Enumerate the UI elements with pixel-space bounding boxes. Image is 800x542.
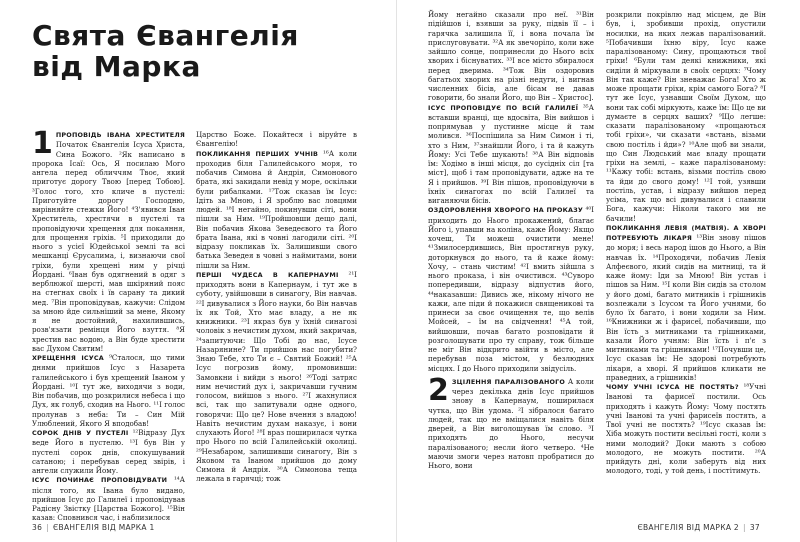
verse-text: ⁹Сталося, що тими днями прийшов Ісус з Назарета галилейського і був хрещений Іваном у Йордані. ¹⁰І тут же, виходячи з води, Він побачив, що розкрилися небеса і що Дух, як голуб, сходив на Нього. ¹¹І голос пролунав з неба: Ти – Син Мій Улюблений, Якого Я вподобав! [32, 353, 185, 428]
section-heading: ЗЦІЛЕННЯ ПАРАЛІЗОВАНОГО [451, 377, 566, 386]
right-column-2 [606, 10, 766, 505]
left-column-2 [196, 130, 357, 502]
verse-text: ³⁵А вставши вранці, ще вдосвіта, Він вийшов і попрямував у пустинне місце й там молився. ³⁶Поспішила за Ним Симон і ті, хто з Ним, ³⁷знайшли Його, і та й кажуть Йому: Усі Тебе шукають! ³⁸А Він відповів їм: Ходімо в інші місця, до сусідніх сіл [та міст], щоб і там проповідувати, адже на те Я і прийшов. ³⁹І Він пішов, проповідуючи в їхніх синагогах по всій Галилеї та виганяючи бісів. [428, 102, 594, 205]
verse-text: розкрили покрівлю над місцем, де Він був, і, зробивши прохід, опустили носилки, на яких лежав паралізований. ⁵Побачивши їхню віру, Ісус каже паралізованому: Сину, прощаються твої гріхи! ⁶Були там деякі книжники, які сиділи й міркували в своїх серцях: ⁷Чому Він так каже? Він зневажає Бога! Хто ж може прощати гріхи, крім самого Бога? ⁸І тут же Ісус, узнавши Своїм Духом, що вони так собі міркують, каже їм: Що це ви думаєте в серцях ваших? ⁹Що легше: сказати паралізованому «прощаються тобі гріхи», чи сказати «встань, візьми свою постіль і йди»? ¹⁰Але щоб ви знали, що Син Людський має владу прощати гріхи на землі, – каже паралізованому: ¹¹Кажу тобі: встань, візьми постіль свою та йди до свого дому! ¹²І той, узявши постіль, устав, і відразу вийшов перед усіма, так що всі дивувалися і славили Бога, кажучи: Ніколи такого ми не бачили! [606, 10, 766, 223]
title-line-2: від Марка [32, 50, 201, 83]
verse-text: ¹⁸Учні Іванові та фарисеї постили. Ось приходять і кажуть Йому: Чому постять учні Іванові та учні фарисеїв постять, а Твої учні не постять? ¹⁹Ісус сказав їм: Хіба можуть постити весільні гості, коли з ними молодий? Доки мають з собою молодого, не можуть постити. ²⁰А прийдуть дні, коли заберуть від них молодого, тоді, у той день, і постітимуть. [606, 382, 766, 476]
running-footer: ЄВАНГЕЛІЯ ВІД МАРКА 1 [52, 523, 155, 532]
page-footer-right: ЄВАНГЕЛІЯ ВІД МАРКА 2 | 37 [637, 523, 760, 532]
section-heading: ХРЕЩЕННЯ ІСУСА [32, 354, 104, 362]
title-line-1: Свята Євангелія [32, 19, 299, 52]
section-heading: ПОКЛИКАННЯ ЛЕВІЯ (МАТВІЯ). А ХВОРІ ПОТРЕБУЮТЬ ЛІКАРЯ [606, 223, 766, 242]
verse-text: ⁴⁰І приходить до Нього прокажений, благає Його і, упавши на коліна, каже Йому: Якщо хочеш, Ти можеш очистити мене! ⁴¹Змилосердившись, Він простягнув руку, доторкнувся до нього, та й каже йому: Хочу, – стань чистим! ⁴²І вмить зійшла з нього проказа, і він очистився. ⁴³Суворо попередивши, відразу відпустив його, ⁴⁴наказавши: Дивись же, нікому нічого не кажи, але піди й покажися священикові та принеси за своє очищення те, що велів Мойсей, – їм на свідчення! ⁴⁵А той, вийшовши, почав багато розповідати й розголошувати про ту справу, тож більше не міг Він відкрито ввійти в місто, але перебував поза містом, у безлюдних місцях. І до Нього приходили звідусіль. [428, 205, 595, 373]
section-heading: СОРОК ДНІВ У ПУСТЕЛІ [32, 429, 129, 437]
section-heading: ЧОМУ УЧНІ ІСУСА НЕ ПОСТЯТЬ? [606, 383, 739, 391]
verse-text: ²¹І приходять вони в Капернаум, і тут же в суботу, увійшовши в синагогу, Він навчав. ²²І дивувалися з Його науки, бо Він навчав їх як Той, Хто має владу, а не як книжники. ²³І якраз був у їхній синагозі чоловік з нечистим духом, який закричав, ²⁴запитуючи: Що Тобі до нас, Ісусе Назарянине? Ти прийшов нас погубити? Знаю Тебе, хто Ти є – Святий Божий! ²⁵А Ісус погрозив йому, промовивши: Замовкни і вийди з нього! ²⁶Тоді затряс ним нечистий дух і, закричавши гучним голосом, вийшов з нього. ²⁷І жахнулися всі, так що запитували одне одного, говорячи: Що це? Нове вчення з владою! Навіть нечистим духам наказує, і вони слухають Його! ²⁸І враз поширилася чутка про Нього по всій Галилейській околиці. ²⁹Незабаром, залишивши синагогу, Він з Яковом та Іваном прийшов до дому Симона й Андрія. ³⁰А Симонова теща лежала в гарячці; тож [196, 269, 357, 484]
verse-text: Царство Боже. Покайтеся і віруйте в Євангелію! [196, 130, 357, 149]
verse-text: ¹²Відразу Дух веде Його в пустелю. ¹³І був Він у пустелі сорок днів, спокушуваний сатаною; і перебував серед звірів, і ангели служили Йому. [32, 428, 185, 475]
section-heading: ПЕРШІ ЧУДЕСА В КАПЕРНАУМІ [196, 270, 339, 279]
running-footer: ЄВАНГЕЛІЯ ВІД МАРКА 2 [637, 523, 740, 532]
section-heading: ОЗДОРОВЛЕННЯ ХВОРОГО НА ПРОКАЗУ [428, 206, 584, 215]
section-heading: ІСУС ПРОПОВІДУЄ ПО ВСІЙ ГАЛИЛЕЇ [428, 103, 579, 112]
verse-text: ¹⁴А після того, як Івана було видано, прийшов Ісус до Галилеї і проповідував Радісну Звістку [Царства Божого]. ¹⁵Він казав: Сповнився час, і наблизилося [32, 475, 185, 523]
section-heading: ІСУС ПОЧИНАЄ ПРОПОВІДУВАТИ [32, 476, 168, 485]
right-column-1 [428, 10, 594, 505]
book-title [32, 20, 372, 82]
page-number: 36 [32, 523, 43, 532]
left-page [0, 0, 397, 542]
page-footer-left: 36 | ЄВАНГЕЛІЯ ВІД МАРКА 1 [32, 523, 155, 532]
right-page [404, 0, 800, 542]
verse-text: А коли через декілька днів Ісус прийшов знову в Капернаум, поширилася чутка, що Він удома. ²І зібралося багато людей, так що не вміщалися навіть біля дверей, а Він виголошував їм слово. ³І приходять до Нього, несучи паралізованого; несли його четверо. ⁴Не маючи змоги через натовп пробратися до Нього, вони [428, 376, 594, 470]
section-heading: ПРОПОВІДЬ ІВАНА ХРЕСТИТЕЛЯ [55, 131, 185, 139]
verse-text: Початок Євангелія Ісуса Христа, Сина Божого. ²Як написано в пророка Ісаї: Ось, Я посилаю Мого ангела перед обличчям Твоє, який приготує дорогу Твою [перед Тобою]. ³Голос того, хто кличе в пустелі: Приготуйте дорогу Господню, вирівняйте стежки Його! ⁴З'явився Іван Хреститель, хрестячи в пустелі та проповідуючи хрещення для покаяння, для прощення гріхів. ⁵І приходили до нього з усієї Юдейської землі та всі мешканці Єрусалима, і, визнаючи свої гріхи, були хрещені ним у річці Йордані. ⁶Іван був одягнений в одяг з верблюжої шерсті, мав шкіряний пояс на стегнах своїх і їв сарану та дикий мед. ⁷Він проповідував, кажучи: Слідом за мною йде сильніший за мене, Якому я не достойний, нахилившись, розв'язати ремінця Його взуття. ⁸Я хрестив вас водою, а Він буде хрестити вас Духом Святим! [32, 140, 185, 353]
verse-text: Йому негайно сказали про неї. ³¹Він підійшов і, взявши за руку, підвів її – і гарячка залишила її, і вона почала їм прислуговувати. ³²А як звечоріло, коли вже зайшло сонце, попринесли до Нього всіх хворих і біснуватих. ³³І все місто збиралося перед дверима. ³⁴Тож Він оздоровив багатьох хворих на різні недуги, і вигнав численних бісів, але бісам не давав говорити, бо знали Його, що Він – Христос]. [428, 10, 594, 103]
verse-text: ¹⁶А коли проходив біля Галилейського моря, то побачив Симона й Андрія, Симонового брата, які закидали невід у море, оскільки були рибалками. ¹⁷Тож сказав їм Ісус: Ідіть за Мною, і Я зроблю вас ловцями людей. ¹⁸І негайно, покинувши сіті, вони пішли за Ним. ¹⁹Пройшовши дещо далі, Він побачив Якова Зеведеєвого та Його брата Івана, які в човні лагодили сіті. ²⁰І відразу покликав їх. Залишивши свого батька Зеведея в човні з наймитами, вони пішли за Ним. [196, 148, 357, 270]
chapter-number: 1 [32, 126, 53, 161]
verse-text: ¹³Він знову пішов до моря; і весь народ ішов до Нього, а Він навчав їх. ¹⁴Проходячи, побачив Левія Алфеєвого, який сидів на митниці, та й каже йому: Іди за Мною! Він устав і пішов за Ним. ¹⁵І коли Він сидів за столом у його домі, багато митників і грішників возлежали з Ісусом та Його учнями, бо було їх багато, і вони ходили за Ним. ¹⁶Книжники ж і фарисеї, побачивши, що Він їсть з митниками та грішниками, казали Його учням: Він їсть і п'є з митниками та грішниками! ¹⁷Почувши це, Ісус сказав їм: Не здорові потребують лікаря, а хворі. Я прийшов кликати не праведних, а грішників! [606, 233, 766, 382]
section-heading: ПОКЛИКАННЯ ПЕРШИХ УЧНІВ [196, 149, 319, 158]
page-number: 37 [749, 523, 760, 532]
left-column-1 [32, 126, 185, 523]
chapter-number: 2 [428, 372, 449, 408]
